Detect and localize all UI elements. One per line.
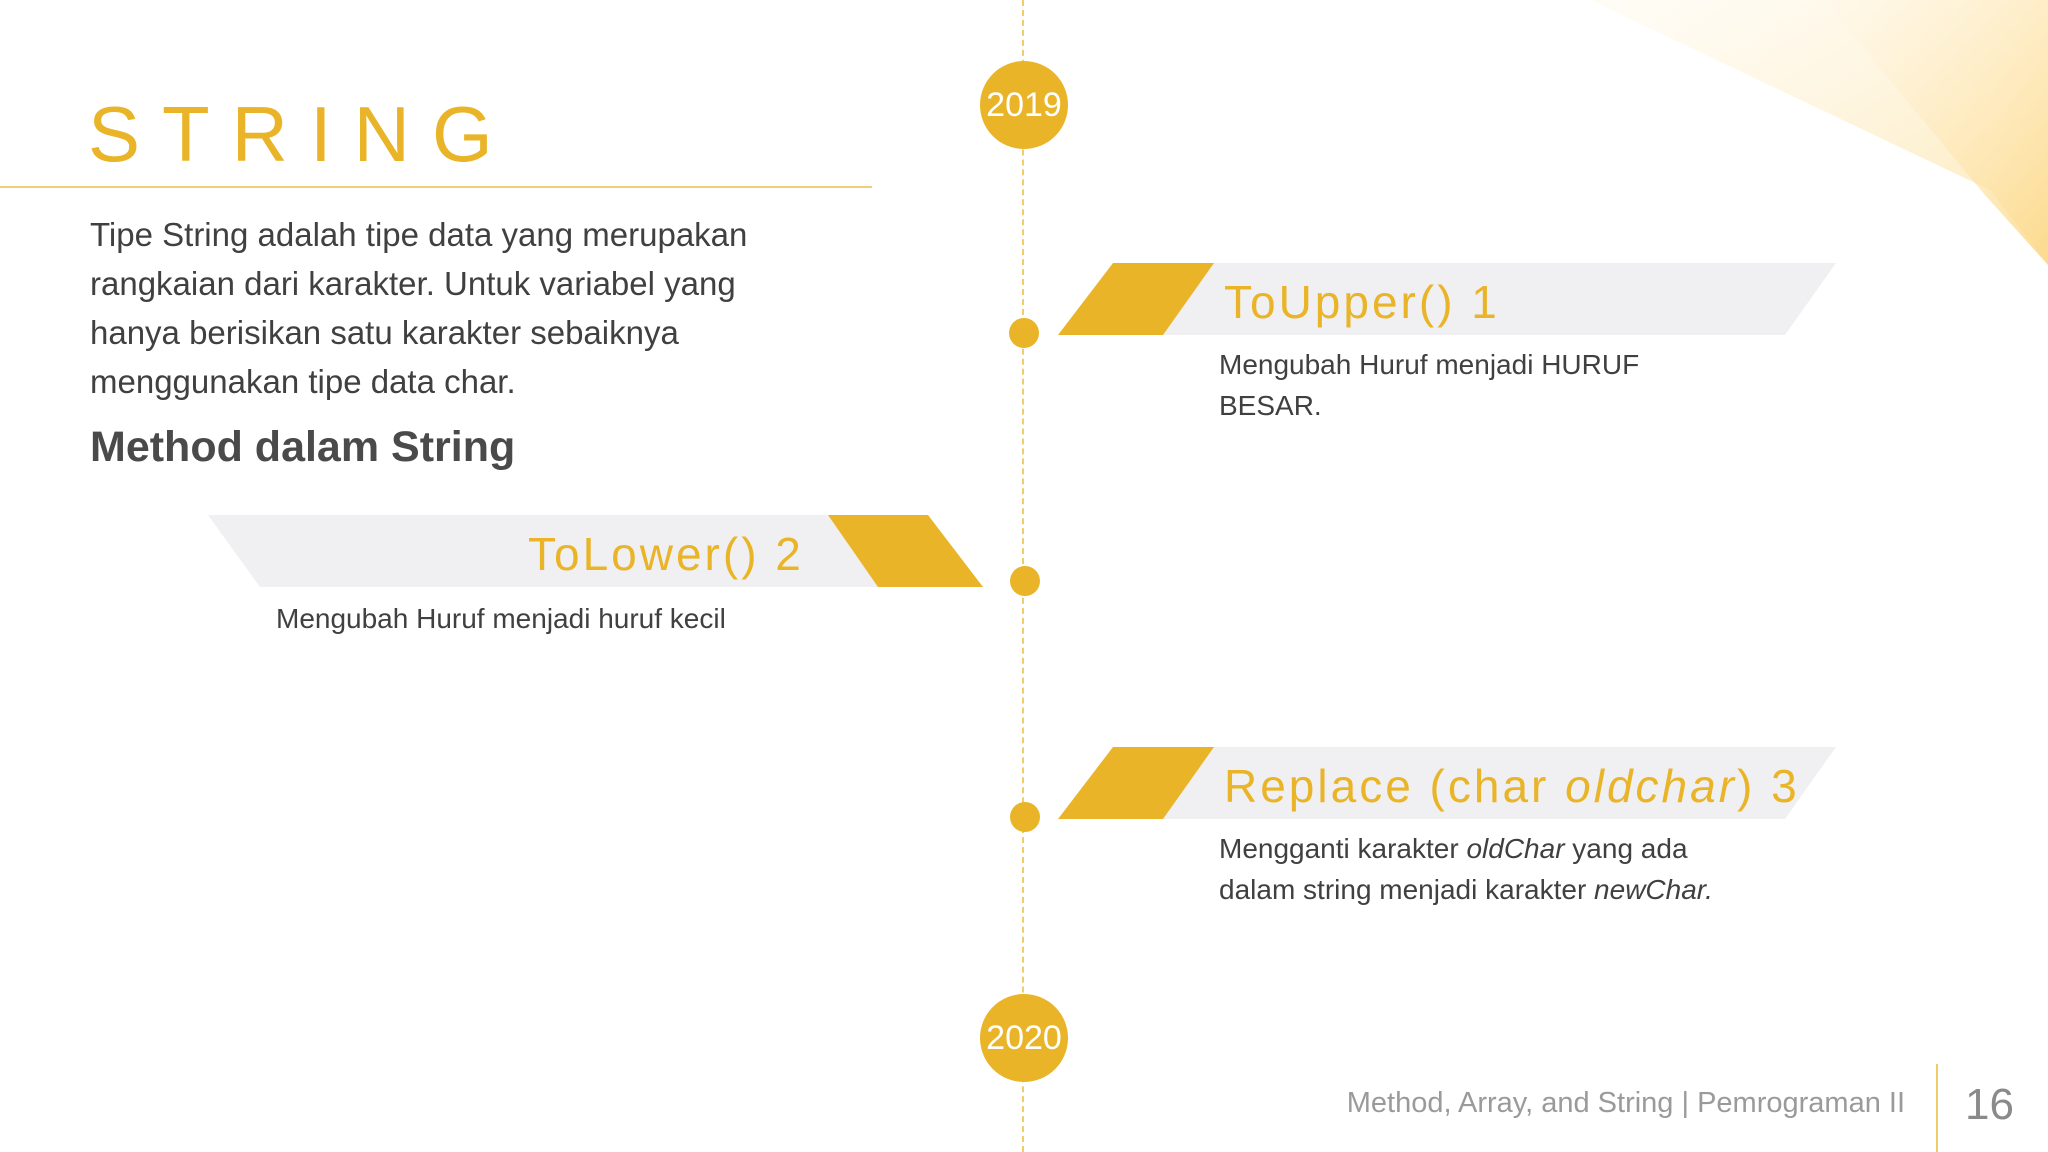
intro-paragraph: Tipe String adalah tipe data yang merupakan rangkaian dari karakter. Untuk variabel yang hanya berisikan satu karakter sebaiknya menggunakan tipe data char. xyxy=(90,216,748,400)
timeline-item-1-label: ToUpper() 1 xyxy=(1224,276,1500,328)
year-badge-end: 2020 xyxy=(980,994,1068,1082)
section-subheading: Method dalam String xyxy=(90,423,516,471)
timeline-item-3-label xyxy=(1224,759,1800,813)
timeline-item-3-desc-italic2: newChar. xyxy=(1594,874,1713,905)
timeline-item-1-band xyxy=(1058,263,1836,335)
timeline-item-3-desc-part2: yang ada dalam string menjadi karakter xyxy=(1219,833,1688,905)
timeline-item-2-description: Mengubah Huruf menjadi huruf kecil xyxy=(276,603,726,634)
timeline-item-2-band xyxy=(208,515,983,587)
year-badge-start: 2019 xyxy=(980,61,1068,149)
timeline-item-3-desc-part1: Mengganti karakter xyxy=(1219,833,1467,864)
slide-title: STRING xyxy=(88,90,515,178)
footer-divider xyxy=(1936,1064,1938,1152)
timeline-dot-3 xyxy=(1010,802,1040,832)
timeline-item-3-label-italic: oldchar xyxy=(1565,760,1738,812)
timeline-item-3-label-prefix: Replace (char xyxy=(1224,760,1566,812)
title-underline xyxy=(0,186,872,188)
page-number: 16 xyxy=(1965,1080,2014,1129)
timeline-item-3-description xyxy=(1219,828,1759,910)
timeline-dot-2 xyxy=(1010,566,1040,596)
timeline-item-3-band xyxy=(1058,747,1836,819)
timeline-dot-1 xyxy=(1009,318,1039,348)
timeline-item-2-label: ToLower() 2 xyxy=(528,528,804,580)
timeline-item-3-label-suffix: ) 3 xyxy=(1737,760,1800,812)
footer-text: Method, Array, and String | Pemrograman II xyxy=(1346,1087,1905,1119)
timeline-item-1-description: Mengubah Huruf menjadi HURUF BESAR. xyxy=(1219,349,1640,421)
timeline-item-3-desc-italic1: oldChar xyxy=(1466,833,1565,864)
